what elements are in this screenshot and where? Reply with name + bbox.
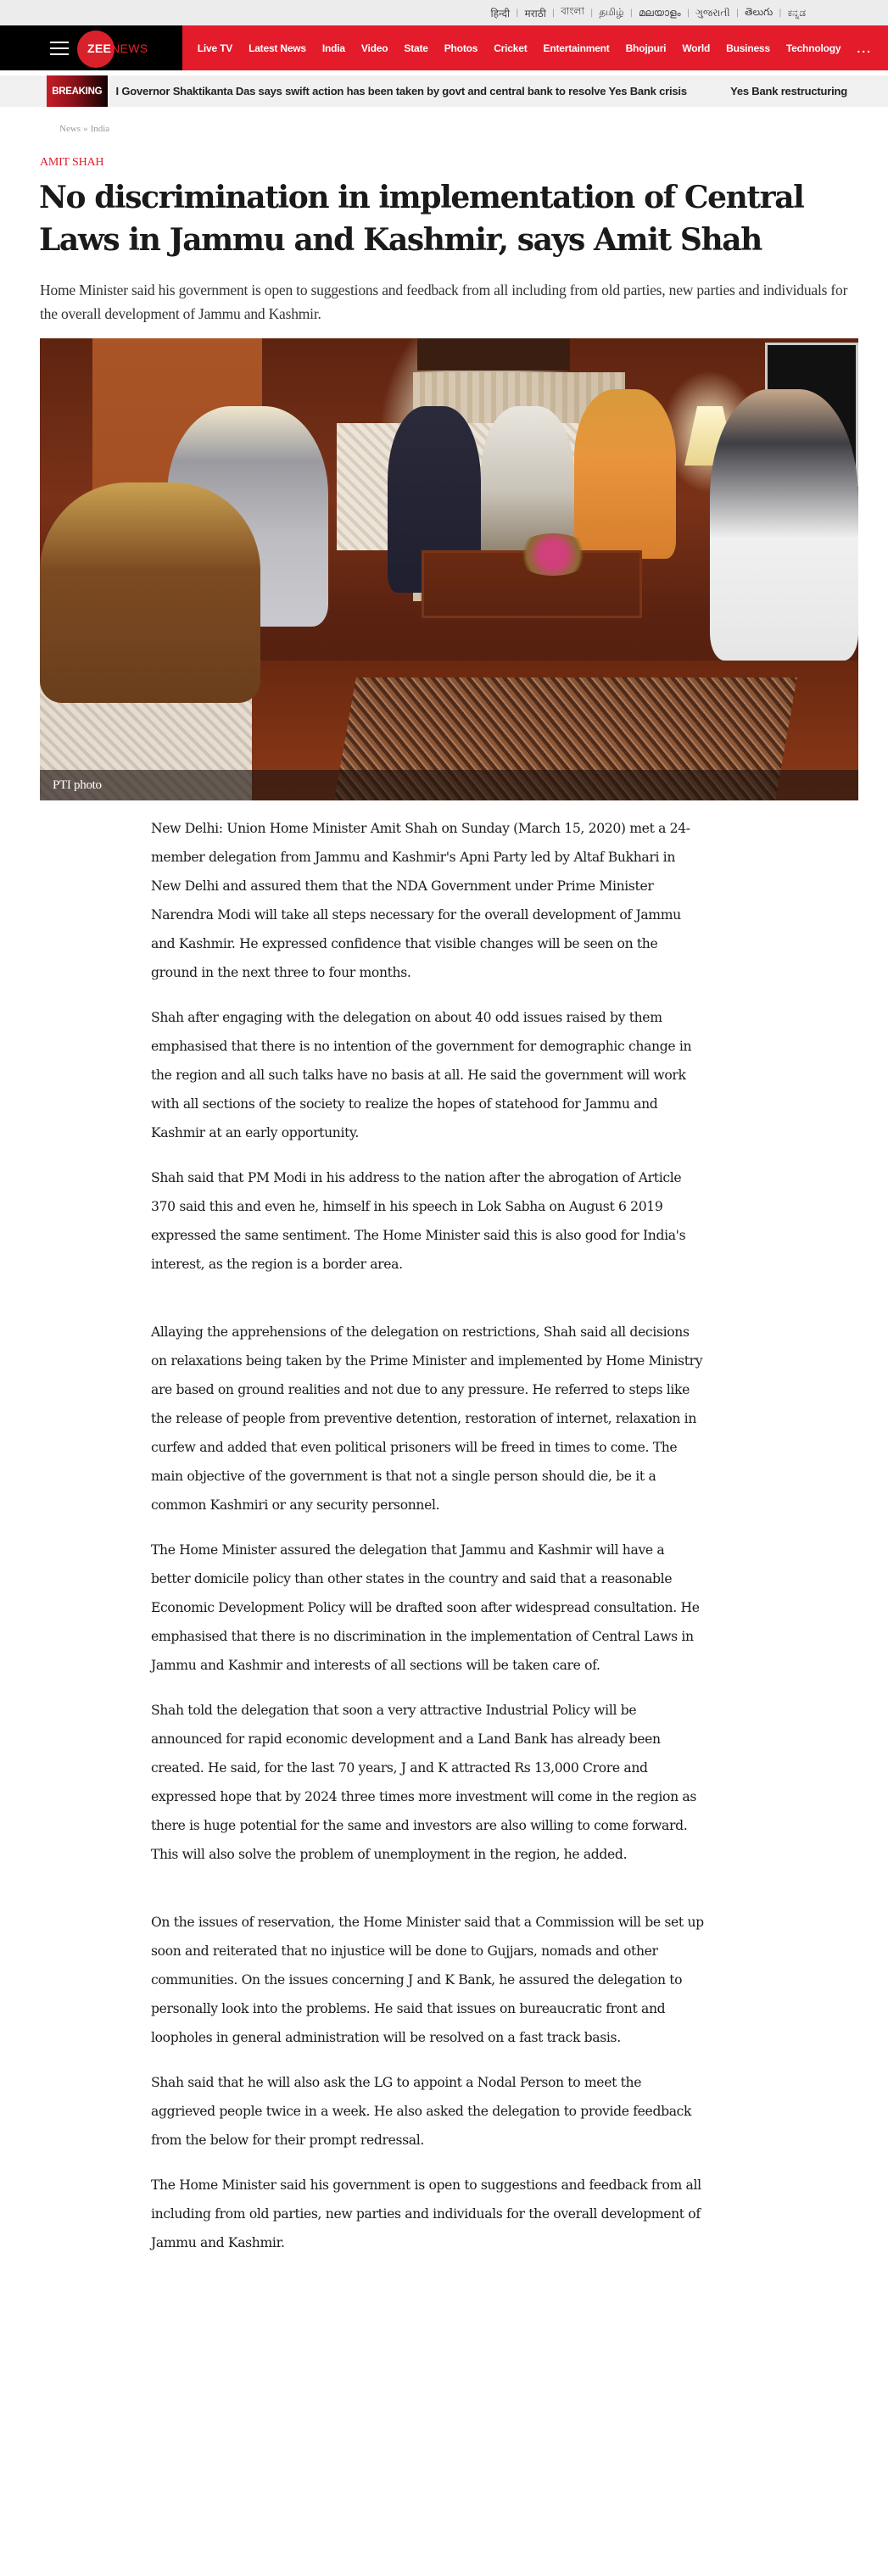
nav-item-video[interactable]: Video xyxy=(360,42,388,54)
language-bar xyxy=(0,0,888,25)
nav-item-photos[interactable]: Photos xyxy=(444,42,478,54)
article-paragraph: The Home Minister said his government is open to suggestions and feedback from all including from old parties, new parties and individuals for the overall development of Jammu and Kashmir. xyxy=(151,2177,701,2250)
separator: | xyxy=(629,8,633,18)
brand-area xyxy=(0,25,182,70)
article-paragraph: The Home Minister assured the delegation that Jammu and Kashmir will have a better domicile policy than other states in the country and said that a reasonable Economic Development Policy will be drafted soon after widespread consultation. He emphasised that there is no discrimination in the implementation of Central Laws in Jammu and Kashmir and interests of all sections will be taken care of. xyxy=(151,1542,700,1673)
language-link-gujarati[interactable]: ગુજરાતી xyxy=(695,6,730,19)
photo-caption: PTI photo xyxy=(40,770,858,800)
photo-vent xyxy=(417,338,570,371)
zee-news-logo[interactable] xyxy=(77,25,148,70)
breaking-ticker xyxy=(116,85,888,98)
article-photo xyxy=(40,338,858,800)
hamburger-icon[interactable] xyxy=(50,42,69,55)
nav-item-cricket[interactable]: Cricket xyxy=(494,42,528,54)
article-paragraph: Shah said that he will also ask the LG to appoint a Nodal Person to meet the aggrieved people twice in a week. He also asked the delegation to provide feedback from the below for their prompt redressal. xyxy=(151,2075,692,2148)
separator: | xyxy=(516,8,519,18)
separator: | xyxy=(779,8,782,18)
language-link-hindi[interactable]: हिन्दी xyxy=(490,7,511,20)
logo-text-news: NEWS xyxy=(111,41,148,55)
breadcrumb-news[interactable]: News xyxy=(59,124,81,134)
nav-item-entertainment[interactable]: Entertainment xyxy=(543,42,610,54)
separator: | xyxy=(735,8,740,18)
article-headline: No discrimination in implementation of Central Laws in Jammu and Kashmir, says Amit Shah xyxy=(39,180,804,258)
nav-item-business[interactable]: Business xyxy=(726,42,770,54)
article-summary: Home Minister said his government is open to suggestions and feedback from all including from old parties, new parties and individuals for the overall development of Jammu and Kashmir. xyxy=(40,282,848,322)
photo-person xyxy=(40,482,260,703)
nav-item-state[interactable]: State xyxy=(404,42,428,54)
language-link-marathi[interactable]: मराठी xyxy=(524,7,546,20)
ticker-item[interactable]: I Governor Shaktikanta Das says swift action has been taken by govt and central bank to resolve Yes Bank crisis xyxy=(115,85,687,98)
photo-flowers xyxy=(515,533,591,576)
article-paragraph: Allaying the apprehensions of the delegation on restrictions, Shah said all decisions on relaxations being taken by the Prime Minister and implemented by Home Ministry are based on ground realities and not due to any pressure. He referred to steps like the release of people from preventive detention, restoration of internet, relaxation in curfew and added that even political prisoners will be freed in times to come. The main objective of the government is that not a single person should die, be it a common Kashmiri or any security personnel. xyxy=(151,1324,703,1513)
language-link-telugu[interactable]: తెలుగు xyxy=(745,5,774,18)
language-link-bangla[interactable]: বাংলা xyxy=(561,5,584,17)
nav-more-button[interactable]: ... xyxy=(857,41,872,55)
breadcrumb xyxy=(59,124,888,134)
photo-person xyxy=(710,389,858,661)
article-paragraph: Shah said that PM Modi in his address to the nation after the abrogation of Article 370 said this and even he, himself in his speech in Lok Sabha on August 6 2019 expressed the same sentiment. The Home Minister said this is also good for India's interest, as the region is a border area. xyxy=(151,1170,686,1272)
photo-person xyxy=(574,389,676,559)
article-paragraph: Shah after engaging with the delegation on about 40 odd issues raised by them emphasised that there is no intention of the government for demographic change in the region and all such talks have no basis at all. He said the government will work with all sections of the society to realize the hopes of statehood for Jammu and Kashmir at an early opportunity. xyxy=(151,1010,692,1140)
breaking-news-bar xyxy=(0,75,888,107)
breadcrumb-india[interactable]: India xyxy=(90,124,110,134)
article-paragraph: On the issues of reservation, the Home Minister said that a Commission will be set up soon and reiterated that no injustice will be done to Gujjars, nomads and other communities. On the issues concerning J and K Bank, he assured the delegation to personally look into the problems. He said that issues on bureaucratic front and loopholes in general administration will be resolved on a fast track basis. xyxy=(151,1915,704,2045)
separator: | xyxy=(686,8,690,18)
topic-tag[interactable]: AMIT SHAH xyxy=(40,156,104,169)
nav-item-india[interactable]: India xyxy=(321,42,345,54)
nav-item-technology[interactable]: Technology xyxy=(785,42,841,54)
main-nav xyxy=(182,25,888,70)
separator: | xyxy=(589,8,594,18)
language-link-tamil[interactable]: தமிழ் xyxy=(599,6,624,18)
nav-item-latest-news[interactable]: Latest News xyxy=(249,42,306,54)
logo-text-zee: ZEE xyxy=(87,41,112,55)
article-paragraph: New Delhi: Union Home Minister Amit Shah on Sunday (March 15, 2020) met a 24-member delegation from Jammu and Kashmir's Apni Party led by Altaf Bukhari in New Delhi and assured them that the NDA Government under Prime Minister Narendra Modi will take all steps necessary for the overall development of Jammu and Kashmir. He expressed confidence that visible changes will be seen on the ground in the next three to four months. xyxy=(151,821,690,980)
breadcrumb-separator: » xyxy=(83,124,88,134)
site-header xyxy=(0,25,888,70)
nav-item-live-tv[interactable]: Live TV xyxy=(197,42,233,54)
nav-item-bhojpuri[interactable]: Bhojpuri xyxy=(625,42,667,54)
article-paragraph: Shah told the delegation that soon a very attractive Industrial Policy will be announced for rapid economic development and a Land Bank has already been created. He said, for the last 70 years, J and K attracted Rs 13,000 Crore and expressed hope that by 2024 three times more investment will come in the region as there is huge potential for the same and investors are also willing to come forward. This will also solve the problem of unemployment in the region, he added. xyxy=(151,1703,696,1862)
language-link-kannada[interactable]: ಕನ್ನಡ xyxy=(787,6,806,19)
nav-item-world[interactable]: World xyxy=(682,42,711,54)
language-link-malayalam[interactable]: മലയാളം xyxy=(638,6,681,19)
ticker-item[interactable]: Yes Bank restructuring xyxy=(730,85,847,98)
breaking-badge: BREAKING xyxy=(47,75,108,107)
separator: | xyxy=(551,8,556,18)
article-body xyxy=(151,814,706,2273)
